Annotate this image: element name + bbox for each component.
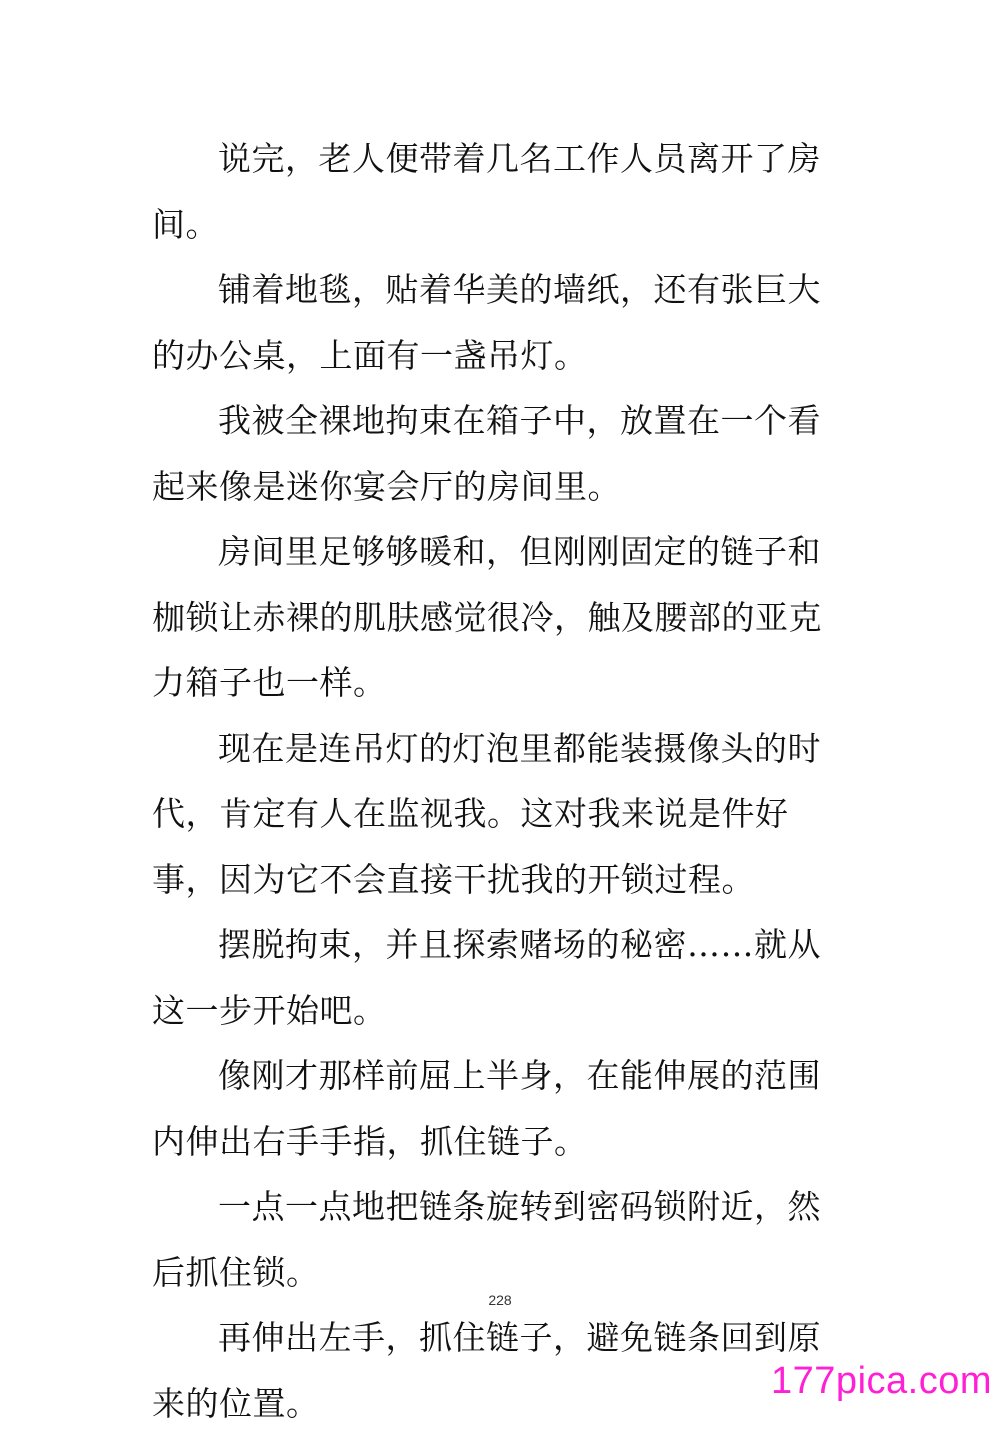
paragraph: 说完，老人便带着几名工作人员离开了房间。 (152, 139, 821, 244)
body-text (152, 126, 852, 1436)
paragraph: 再伸出左手，抓住链子，避免链条回到原来的位置。 (152, 1318, 821, 1423)
paragraph: 现在是连吊灯的灯泡里都能装摄像头的时代，肯定有人在监视我。这对我来说是件好事，因为它不会直接干扰我的开锁过程。 (152, 728, 821, 899)
paragraph: 一点一点地把链条旋转到密码锁附近，然后抓住锁。 (152, 1187, 821, 1292)
site-watermark: 177pica.com (771, 1360, 992, 1402)
paragraph: 我被全裸地拘束在箱子中，放置在一个看起来像是迷你宴会厅的房间里。 (152, 401, 821, 506)
page-number: 228 (488, 1292, 512, 1308)
paragraph: 像刚才那样前屈上半身，在能伸展的范围内伸出右手手指，抓住链子。 (152, 1056, 821, 1161)
paragraph: 房间里足够够暖和，但刚刚固定的链子和枷锁让赤裸的肌肤感觉很冷，触及腰部的亚克力箱子也一样。 (152, 532, 822, 702)
paragraph: 铺着地毯，贴着华美的墙纸，还有张巨大的办公桌，上面有一盏吊灯。 (152, 270, 821, 375)
paragraph: 摆脱拘束，并且探索赌场的秘密……就从这一步开始吧。 (152, 925, 821, 1030)
